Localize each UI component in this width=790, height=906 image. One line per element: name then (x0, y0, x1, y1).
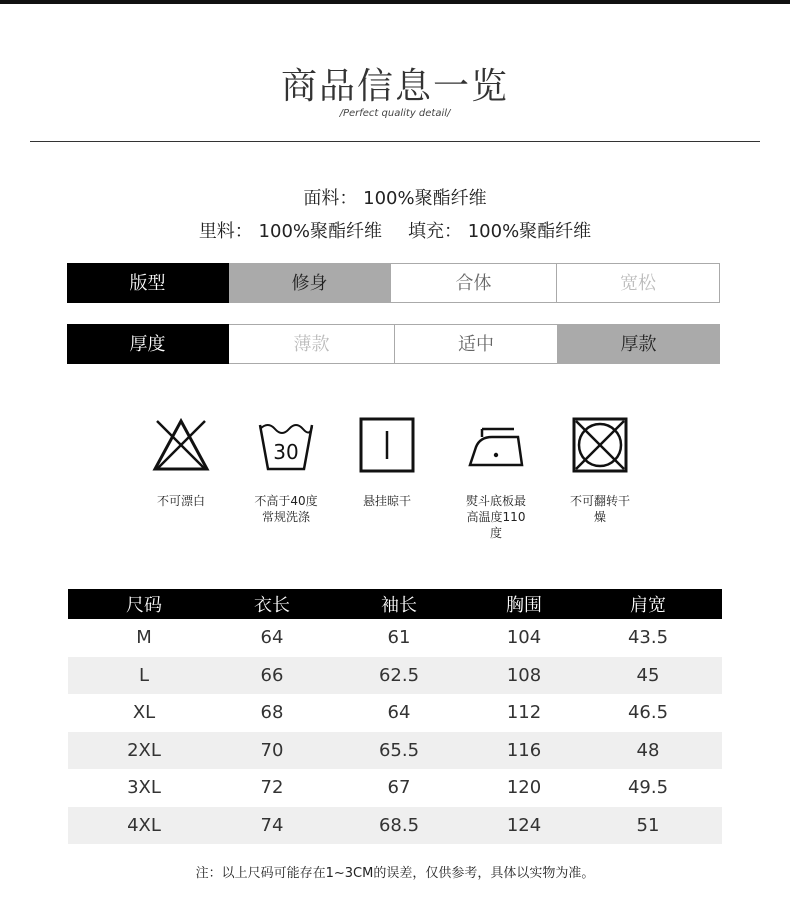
care-item-hang-dry (337, 415, 437, 509)
table-row (68, 769, 722, 807)
cell-shoulder: 49.5 (627, 777, 669, 799)
cell-length: 66 (220, 657, 324, 695)
cell-chest: 112 (506, 702, 542, 724)
size-table-header (68, 589, 722, 619)
care-label: 不高于40度常规洗涤 (254, 494, 318, 524)
cell-shoulder: 48 (574, 732, 722, 770)
thickness-option-medium: 适中 (395, 324, 558, 364)
table-row (68, 657, 722, 695)
header-sleeve: 袖长 (324, 589, 474, 619)
cell-length: 68 (260, 702, 284, 724)
fabric-face (0, 184, 790, 210)
header-shoulder: 肩宽 (574, 589, 722, 619)
cell-size: M (136, 627, 152, 649)
cell-chest: 116 (474, 732, 574, 770)
hang-dry-icon (337, 415, 437, 475)
header-length: 衣长 (220, 589, 324, 619)
cell-sleeve: 65.5 (324, 732, 474, 770)
cell-length: 72 (260, 777, 284, 799)
no-tumble-dry-icon (550, 415, 650, 475)
cell-shoulder: 43.5 (627, 627, 669, 649)
cell-sleeve: 62.5 (324, 657, 474, 695)
cell-shoulder: 51 (574, 807, 722, 845)
top-border (0, 0, 790, 4)
cell-chest: 108 (474, 657, 574, 695)
header-divider (30, 141, 760, 142)
cell-length: 74 (220, 807, 324, 845)
fabric-filling-text: 填充： 100%聚酯纤维 (408, 221, 592, 242)
fit-label: 版型 (67, 263, 229, 303)
fabric-lining-text: 里料： 100%聚酯纤维 (198, 221, 382, 242)
care-item-iron (446, 415, 546, 541)
care-label: 悬挂晾干 (362, 494, 411, 508)
cell-size: 3XL (127, 777, 161, 799)
fit-option-slim: 修身 (229, 263, 391, 303)
page-subtitle: /Perfect quality detail/ (339, 108, 451, 119)
fit-row (67, 263, 720, 303)
cell-shoulder: 46.5 (627, 702, 669, 724)
cell-size: XL (132, 702, 156, 724)
care-label: 熨斗底板最高温度110度 (465, 494, 526, 540)
fabric-face-text: 面料： 100%聚酯纤维 (303, 188, 487, 209)
thickness-label: 厚度 (67, 324, 229, 364)
no-bleach-icon (131, 415, 231, 475)
cell-sleeve: 67 (387, 777, 411, 799)
thickness-option-thick: 厚款 (558, 324, 720, 364)
iron-icon (446, 415, 546, 475)
table-row (68, 732, 722, 770)
cell-sleeve: 64 (387, 702, 411, 724)
care-label: 不可漂白 (156, 494, 205, 508)
cell-shoulder: 45 (574, 657, 722, 695)
cell-length: 64 (260, 627, 284, 649)
care-item-no-tumble (550, 415, 650, 525)
wash-30-icon (236, 415, 336, 475)
table-row (68, 619, 722, 657)
care-label: 不可翻转干燥 (569, 494, 630, 524)
cell-sleeve: 61 (387, 627, 411, 649)
page-title: 商品信息一览 (280, 66, 509, 107)
care-item-no-bleach (131, 415, 231, 509)
header-chest: 胸围 (474, 589, 574, 619)
cell-length: 70 (220, 732, 324, 770)
table-row (68, 694, 722, 732)
cell-sleeve: 68.5 (324, 807, 474, 845)
fabric-lining-filling (0, 217, 790, 243)
care-item-wash (236, 415, 336, 525)
fit-option-loose: 宽松 (557, 263, 720, 303)
cell-size: L (68, 657, 220, 695)
table-row (68, 807, 722, 845)
size-disclaimer: 注：以上尺码可能存在1~3CM的误差，仅供参考，具体以实物为准。 (195, 866, 595, 881)
cell-size: 4XL (68, 807, 220, 845)
cell-chest: 120 (506, 777, 542, 799)
thickness-row (67, 324, 720, 364)
size-table (68, 589, 722, 844)
cell-chest: 124 (474, 807, 574, 845)
thickness-option-thin: 薄款 (229, 324, 395, 364)
cell-chest: 104 (506, 627, 542, 649)
header-size: 尺码 (68, 589, 220, 619)
fit-option-regular: 合体 (391, 263, 557, 303)
cell-size: 2XL (68, 732, 220, 770)
wash-temp-text: 30 (273, 440, 299, 464)
